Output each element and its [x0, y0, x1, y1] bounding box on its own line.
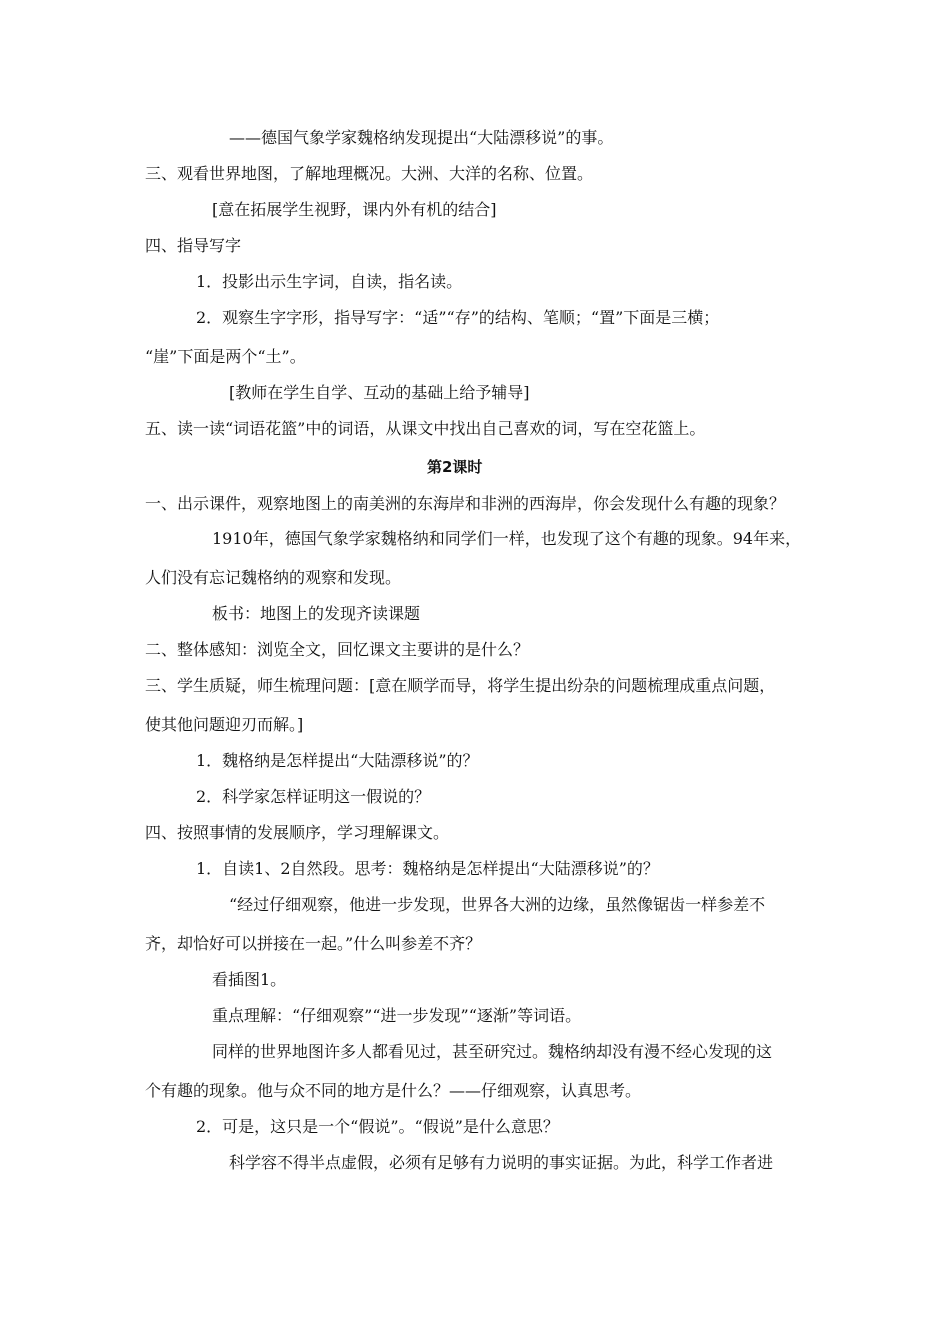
paragraph-line: 看插图1。	[212, 970, 287, 989]
section-heading: 一、出示课件，观察地图上的南美洲的东海岸和非洲的西海岸，你会发现什么有趣的现象？	[145, 494, 786, 513]
paragraph-line: 1910年，德国气象学家魏格纳和同学们一样，也发现了这个有趣的现象。94年来，	[212, 529, 802, 548]
list-item: 1．投影出示生字词，自读，指名读。	[196, 272, 463, 291]
section-heading: 三、观看世界地图，了解地理概况。大洲、大洋的名称、位置。	[145, 164, 594, 183]
text-line: ——德国气象学家魏格纳发现提出“大陆漂移说”的事。	[229, 128, 614, 147]
section-heading: 四、指导写字	[145, 236, 242, 255]
list-item: 1．自读1、2自然段。思考：魏格纳是怎样提出“大陆漂移说”的？	[196, 859, 659, 878]
section-heading: 三、学生质疑，师生梳理问题：[意在顺学而导，将学生提出纷杂的问题梳理成重点问题，	[145, 676, 776, 695]
paragraph-line: “经过仔细观察，他进一步发现，世界各大洲的边缘，虽然像锯齿一样参差不	[229, 895, 766, 914]
list-item: 2．可是，这只是一个“假说”。“假说”是什么意思？	[196, 1117, 559, 1136]
section-heading: 四、按照事情的发展顺序，学习理解课文。	[145, 823, 450, 842]
paragraph-line: 重点理解：“仔细观察”“进一步发现”“逐渐”等词语。	[212, 1006, 582, 1025]
list-item: 2．科学家怎样证明这一假说的？	[196, 787, 431, 806]
list-item: 2．观察生字字形，指导写字：“适”“存”的结构、笔顺；“置”下面是三横；	[196, 308, 720, 327]
board-note: 板书：地图上的发现齐读课题	[212, 604, 421, 623]
paragraph-line: 科学容不得半点虚假，必须有足够有力说明的事实证据。为此，科学工作者进	[229, 1153, 774, 1172]
paragraph-line: 使其他问题迎刃而解。]	[145, 715, 304, 734]
lesson-title: 第2课时	[427, 458, 483, 476]
section-heading: 五、读一读“词语花篮”中的词语，从课文中找出自己喜欢的词，写在空花篮上。	[145, 419, 706, 438]
section-heading: 二、整体感知：浏览全文，回忆课文主要讲的是什么？	[145, 640, 530, 659]
paragraph-line: 齐，却恰好可以拼接在一起。”什么叫参差不齐？	[145, 934, 482, 953]
paragraph-line: 个有趣的现象。他与众不同的地方是什么？——仔细观察，认真思考。	[145, 1081, 642, 1100]
paragraph-line: 人们没有忘记魏格纳的观察和发现。	[145, 568, 402, 587]
paragraph-line: 同样的世界地图许多人都看见过，甚至研究过。魏格纳却没有漫不经心发现的这	[212, 1042, 773, 1061]
design-note: [教师在学生自学、互动的基础上给予辅导]	[229, 383, 530, 402]
text-line: “崖”下面是两个“土”。	[145, 347, 306, 366]
design-note: [意在拓展学生视野，课内外有机的结合]	[212, 200, 497, 219]
list-item: 1．魏格纳是怎样提出“大陆漂移说”的？	[196, 751, 479, 770]
